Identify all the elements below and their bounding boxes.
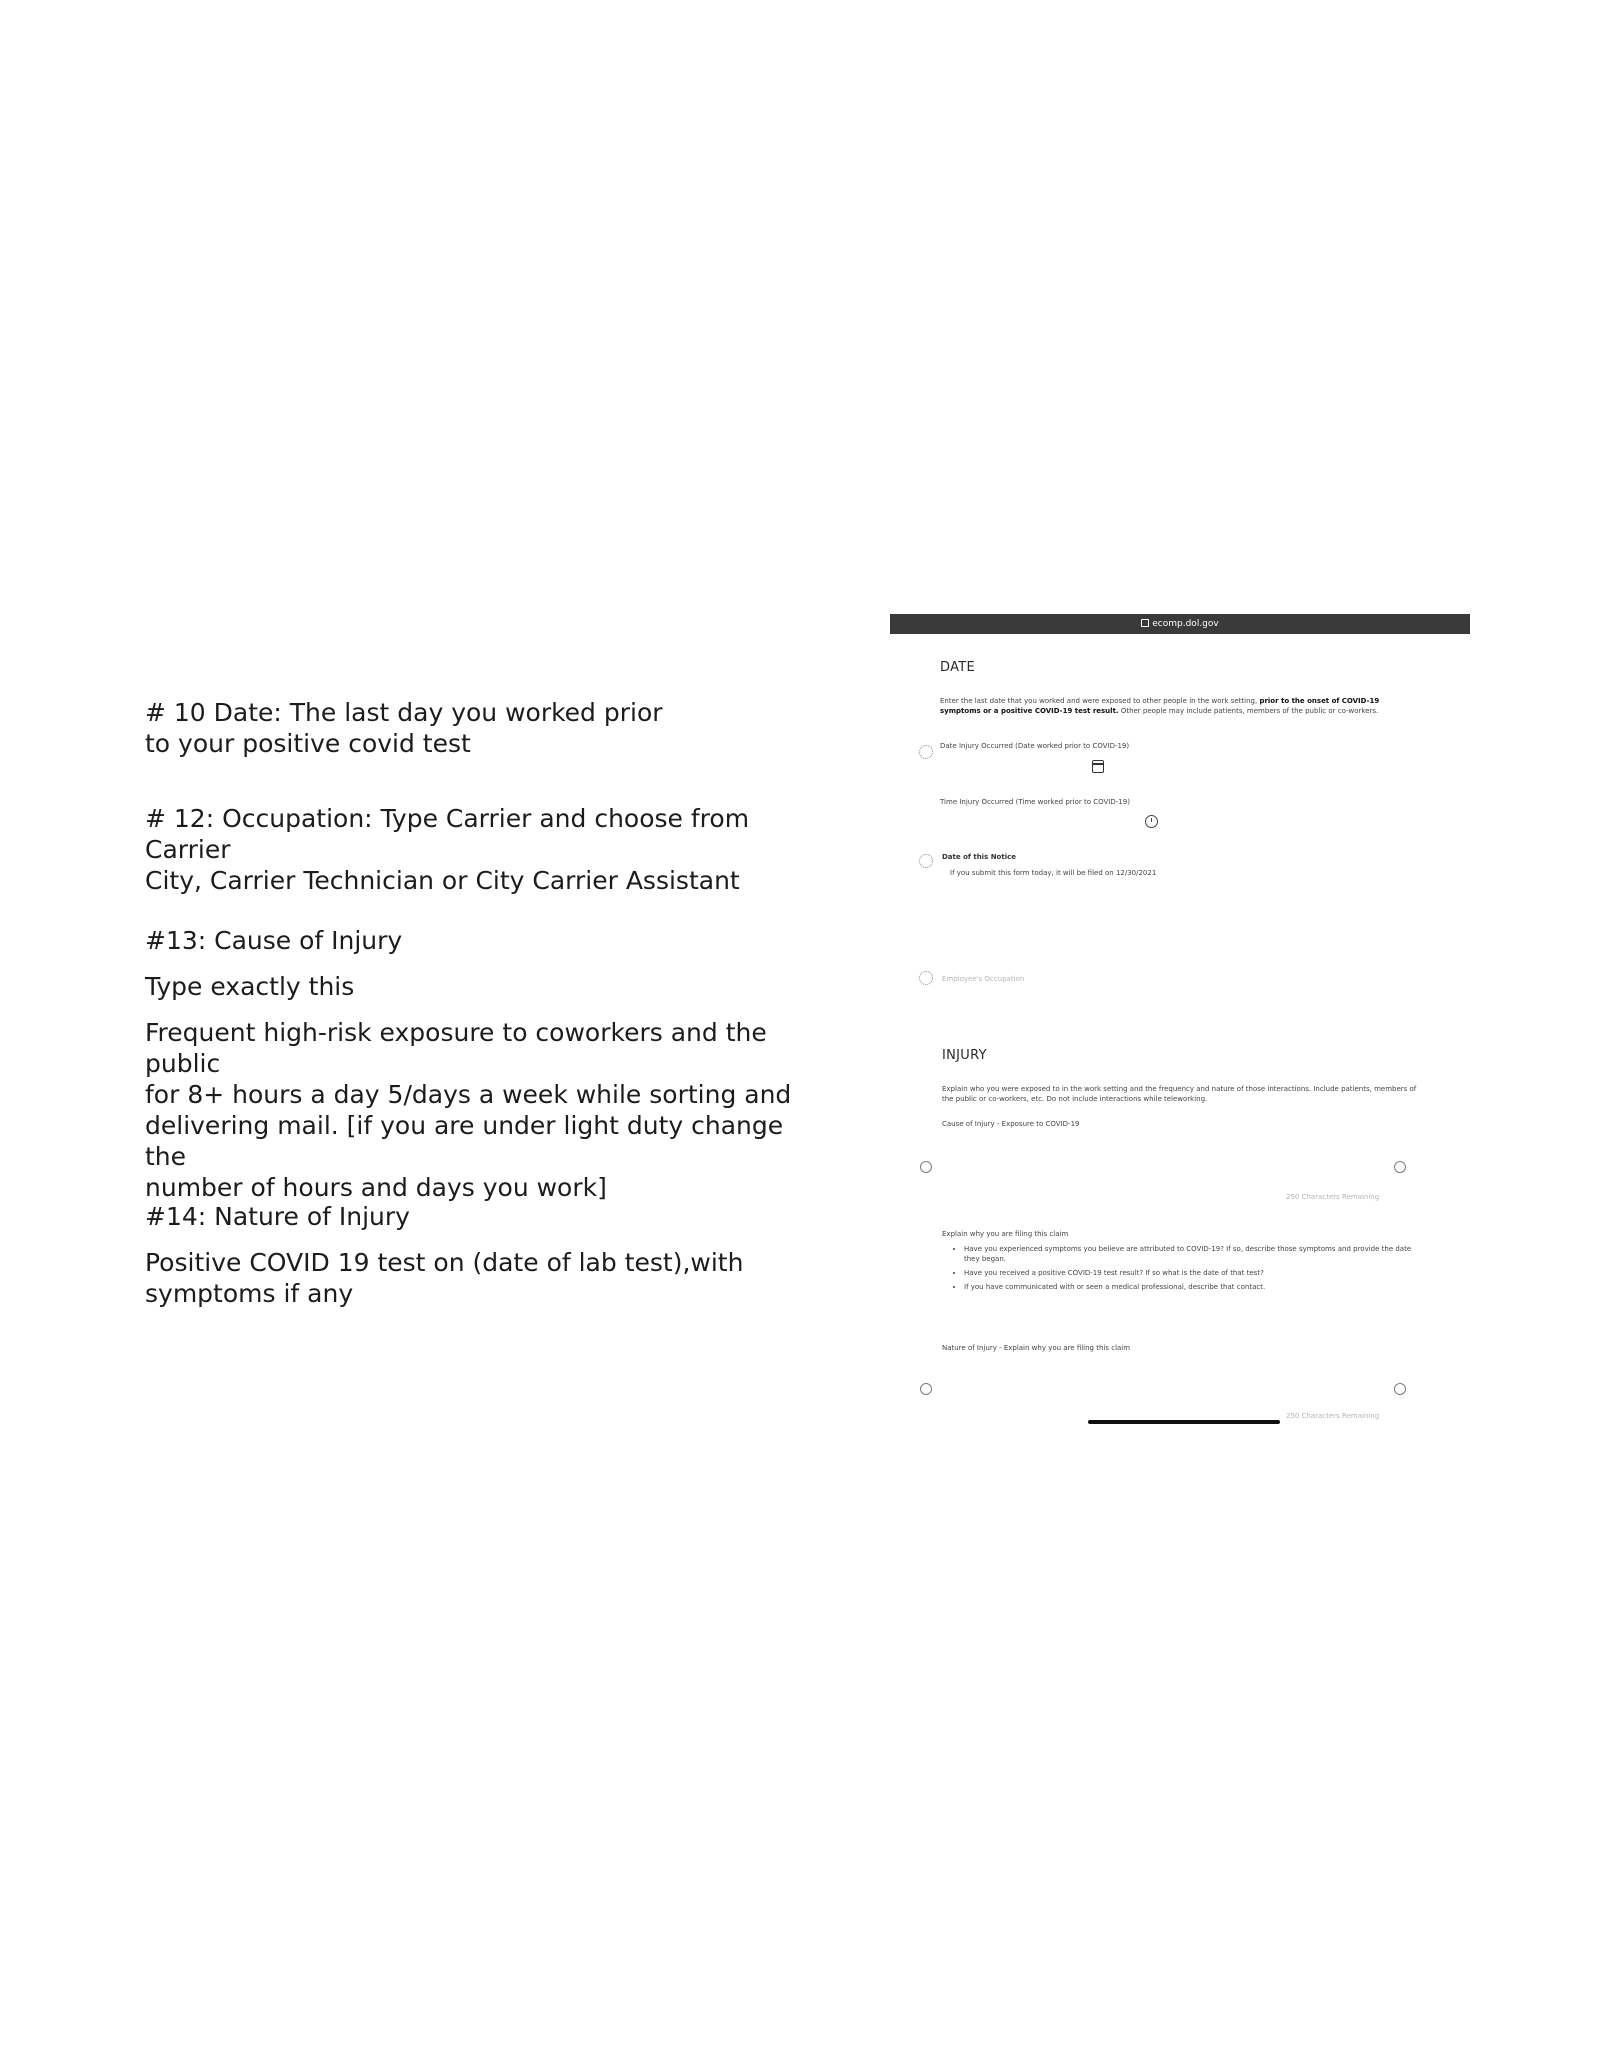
bullet-3: • If you have communicated with or seen a medical professional, describe that contact. [964, 1282, 1422, 1292]
date-instructions-plain: Enter the last date that you worked and were exposed to other people in the work setting, [940, 697, 1258, 705]
date-injury-radio[interactable] [919, 745, 933, 759]
cause-help-icon[interactable] [1394, 1161, 1406, 1173]
date-section-title: DATE [940, 660, 976, 675]
item12-line2: City, Carrier Technician or City Carrier Assistant [145, 866, 740, 895]
date-instructions-bold1: prior to the onset of [1259, 697, 1340, 705]
occupation-input[interactable]: Employee's Occupation [942, 975, 1025, 983]
instruction-item-14 [145, 1201, 825, 1309]
url-text: ecomp.dol.gov [1152, 619, 1219, 629]
bullet-1: • Have you experienced symptoms you believe are attributed to COVID-19? If so, describe those symptoms and provide the date they began. [964, 1244, 1422, 1264]
item13-line2: for 8+ hours a day 5/days a week while sorting and [145, 1080, 792, 1109]
explain-label: Explain why you are filing this claim [942, 1230, 1069, 1238]
form-screenshot [890, 614, 1470, 1434]
time-injury-label: Time Injury Occurred (Time worked prior to COVID-19) [940, 798, 1130, 806]
home-indicator [1088, 1420, 1280, 1424]
cause-of-injury-text [145, 1017, 825, 1203]
cause-label: Cause of Injury - Exposure to COVID-19 [942, 1120, 1080, 1128]
item13-line4: number of hours and days you work] [145, 1173, 607, 1202]
date-injury-label: Date Injury Occurred (Date worked prior to COVID-19) [940, 742, 1130, 750]
cause-radio[interactable] [920, 1161, 932, 1173]
injury-section-title: INJURY [942, 1048, 987, 1063]
item13-line3: delivering mail. [if you are under light duty change the [145, 1111, 784, 1171]
instruction-item-12 [145, 803, 825, 896]
item13-heading: #13: Cause of Injury [145, 926, 403, 955]
nature-help-icon[interactable] [1394, 1383, 1406, 1395]
date-instructions-bold2: COVID-19 symptoms or a positive COVID-19 test result. [940, 697, 1380, 715]
item12-line1: # 12: Occupation: Type Carrier and choose from Carrier [145, 804, 750, 864]
item10-line2: to your positive covid test [145, 729, 471, 758]
item10-line1: # 10 Date: The last day you worked prior [145, 698, 663, 727]
clock-icon[interactable] [1145, 815, 1158, 828]
explain-bullets [942, 1244, 1422, 1296]
chars-remaining-nature: 250 Characters Remaining [1286, 1412, 1380, 1420]
notice-radio[interactable] [919, 854, 933, 868]
chars-remaining-cause: 250 Characters Remaining [1286, 1193, 1380, 1201]
url-bar [890, 614, 1470, 634]
date-instructions-tail: Other people may include patients, members of the public or co-workers. [1120, 707, 1379, 715]
instruction-item-10 [145, 697, 825, 759]
nature-of-injury-text [145, 1247, 825, 1309]
item14-heading: #14: Nature of Injury [145, 1202, 410, 1231]
bullet-2: • Have you received a positive COVID-19 test result? If so what is the date of that test? [964, 1268, 1422, 1278]
calendar-icon[interactable] [1092, 760, 1104, 773]
date-instructions [940, 696, 1420, 716]
notice-label: Date of this Notice [942, 853, 1016, 861]
nature-radio[interactable] [920, 1383, 932, 1395]
injury-instructions: Explain who you were exposed to in the work setting and the frequency and nature of those interactions. Include patients, members of the public or co-workers, etc. Do not include interactions while teleworking. [942, 1085, 1417, 1103]
item13-line1: Frequent high-risk exposure to coworkers and the public [145, 1018, 767, 1078]
nature-label: Nature of Injury - Explain why you are filing this claim [942, 1344, 1131, 1352]
item14-line1: Positive COVID 19 test on (date of lab test),with [145, 1248, 744, 1277]
lock-icon [1141, 619, 1149, 627]
notice-text: If you submit this form today, it will be filed on 12/30/2021 [950, 869, 1157, 877]
instruction-item-13 [145, 925, 825, 1203]
item13-sub: Type exactly this [145, 972, 355, 1001]
occupation-radio[interactable] [919, 971, 933, 985]
item14-line2: symptoms if any [145, 1279, 354, 1308]
